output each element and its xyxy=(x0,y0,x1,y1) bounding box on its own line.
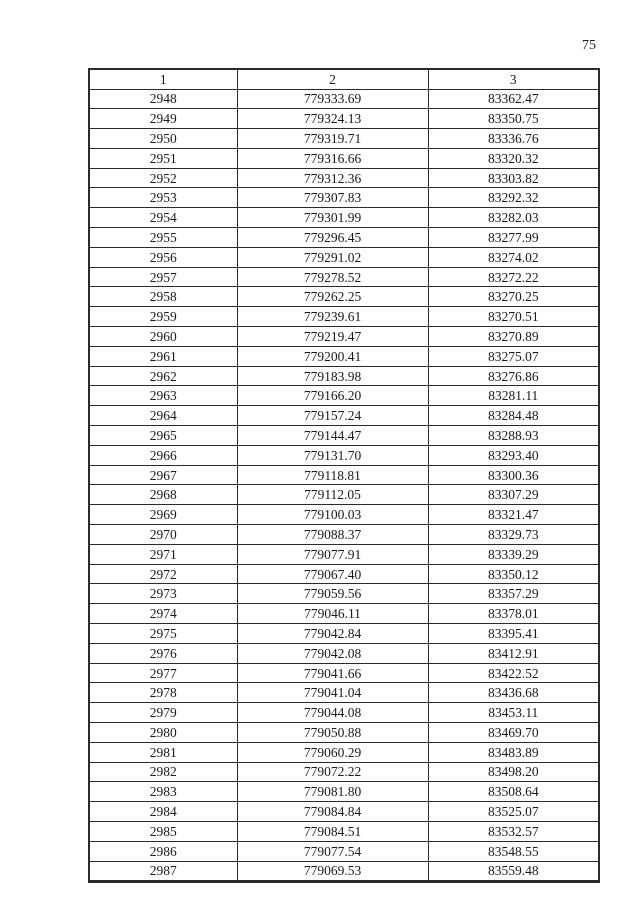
table-row xyxy=(89,604,599,624)
y-coordinate-cell: 83453.11 xyxy=(428,703,599,723)
x-coordinate-cell: 779042.08 xyxy=(237,643,428,663)
x-coordinate-cell: 779044.08 xyxy=(237,703,428,723)
y-coordinate-cell: 83277.99 xyxy=(428,228,599,248)
column-header-3: 3 xyxy=(428,69,599,89)
point-number-cell: 2974 xyxy=(89,604,237,624)
table-row xyxy=(89,247,599,267)
x-coordinate-cell: 779072.22 xyxy=(237,762,428,782)
point-number-cell: 2961 xyxy=(89,346,237,366)
y-coordinate-cell: 83350.12 xyxy=(428,564,599,584)
point-number-cell: 2972 xyxy=(89,564,237,584)
y-coordinate-cell: 83339.29 xyxy=(428,544,599,564)
x-coordinate-cell: 779118.81 xyxy=(237,465,428,485)
point-number-cell: 2985 xyxy=(89,821,237,841)
y-coordinate-cell: 83284.48 xyxy=(428,406,599,426)
x-coordinate-cell: 779316.66 xyxy=(237,148,428,168)
point-number-cell: 2968 xyxy=(89,485,237,505)
point-number-cell: 2987 xyxy=(89,861,237,882)
table-row xyxy=(89,505,599,525)
x-coordinate-cell: 779100.03 xyxy=(237,505,428,525)
point-number-cell: 2966 xyxy=(89,445,237,465)
point-number-cell: 2981 xyxy=(89,742,237,762)
table-row xyxy=(89,584,599,604)
table-row xyxy=(89,762,599,782)
coordinates-table xyxy=(88,68,600,883)
table-row xyxy=(89,683,599,703)
table-row xyxy=(89,445,599,465)
point-number-cell: 2955 xyxy=(89,228,237,248)
y-coordinate-cell: 83307.29 xyxy=(428,485,599,505)
table-row xyxy=(89,544,599,564)
table-row xyxy=(89,188,599,208)
table-row xyxy=(89,346,599,366)
point-number-cell: 2964 xyxy=(89,406,237,426)
x-coordinate-cell: 779319.71 xyxy=(237,129,428,149)
y-coordinate-cell: 83350.75 xyxy=(428,109,599,129)
table-row xyxy=(89,129,599,149)
x-coordinate-cell: 779131.70 xyxy=(237,445,428,465)
y-coordinate-cell: 83548.55 xyxy=(428,841,599,861)
x-coordinate-cell: 779324.13 xyxy=(237,109,428,129)
y-coordinate-cell: 83274.02 xyxy=(428,247,599,267)
point-number-cell: 2973 xyxy=(89,584,237,604)
x-coordinate-cell: 779312.36 xyxy=(237,168,428,188)
point-number-cell: 2957 xyxy=(89,267,237,287)
point-number-cell: 2956 xyxy=(89,247,237,267)
column-header-1: 1 xyxy=(89,69,237,89)
x-coordinate-cell: 779183.98 xyxy=(237,366,428,386)
y-coordinate-cell: 83436.68 xyxy=(428,683,599,703)
table-row xyxy=(89,386,599,406)
header-row xyxy=(89,69,599,89)
x-coordinate-cell: 779301.99 xyxy=(237,208,428,228)
table-row xyxy=(89,782,599,802)
table-row xyxy=(89,723,599,743)
point-number-cell: 2962 xyxy=(89,366,237,386)
point-number-cell: 2980 xyxy=(89,723,237,743)
table-row xyxy=(89,426,599,446)
y-coordinate-cell: 83469.70 xyxy=(428,723,599,743)
x-coordinate-cell: 779262.25 xyxy=(237,287,428,307)
table-row xyxy=(89,525,599,545)
y-coordinate-cell: 83303.82 xyxy=(428,168,599,188)
table-row xyxy=(89,148,599,168)
x-coordinate-cell: 779046.11 xyxy=(237,604,428,624)
table-row xyxy=(89,742,599,762)
point-number-cell: 2979 xyxy=(89,703,237,723)
table-row xyxy=(89,861,599,882)
y-coordinate-cell: 83532.57 xyxy=(428,821,599,841)
point-number-cell: 2954 xyxy=(89,208,237,228)
point-number-cell: 2951 xyxy=(89,148,237,168)
table-header xyxy=(89,69,599,89)
y-coordinate-cell: 83321.47 xyxy=(428,505,599,525)
y-coordinate-cell: 83270.51 xyxy=(428,307,599,327)
table-row xyxy=(89,485,599,505)
y-coordinate-cell: 83300.36 xyxy=(428,465,599,485)
x-coordinate-cell: 779112.05 xyxy=(237,485,428,505)
y-coordinate-cell: 83293.40 xyxy=(428,445,599,465)
y-coordinate-cell: 83508.64 xyxy=(428,782,599,802)
x-coordinate-cell: 779166.20 xyxy=(237,386,428,406)
x-coordinate-cell: 779278.52 xyxy=(237,267,428,287)
y-coordinate-cell: 83282.03 xyxy=(428,208,599,228)
y-coordinate-cell: 83395.41 xyxy=(428,624,599,644)
coordinates-table-container xyxy=(88,68,598,883)
table-body xyxy=(89,89,599,882)
x-coordinate-cell: 779041.04 xyxy=(237,683,428,703)
table-row xyxy=(89,703,599,723)
point-number-cell: 2948 xyxy=(89,89,237,109)
x-coordinate-cell: 779296.45 xyxy=(237,228,428,248)
point-number-cell: 2986 xyxy=(89,841,237,861)
y-coordinate-cell: 83378.01 xyxy=(428,604,599,624)
y-coordinate-cell: 83288.93 xyxy=(428,426,599,446)
x-coordinate-cell: 779239.61 xyxy=(237,307,428,327)
y-coordinate-cell: 83559.48 xyxy=(428,861,599,882)
x-coordinate-cell: 779081.80 xyxy=(237,782,428,802)
y-coordinate-cell: 83357.29 xyxy=(428,584,599,604)
table-row xyxy=(89,307,599,327)
point-number-cell: 2965 xyxy=(89,426,237,446)
point-number-cell: 2959 xyxy=(89,307,237,327)
point-number-cell: 2969 xyxy=(89,505,237,525)
column-header-2: 2 xyxy=(237,69,428,89)
table-row xyxy=(89,267,599,287)
x-coordinate-cell: 779144.47 xyxy=(237,426,428,446)
point-number-cell: 2960 xyxy=(89,327,237,347)
y-coordinate-cell: 83275.07 xyxy=(428,346,599,366)
y-coordinate-cell: 83320.32 xyxy=(428,148,599,168)
y-coordinate-cell: 83292.32 xyxy=(428,188,599,208)
table-row xyxy=(89,802,599,822)
table-row xyxy=(89,841,599,861)
y-coordinate-cell: 83412.91 xyxy=(428,643,599,663)
y-coordinate-cell: 83272.22 xyxy=(428,267,599,287)
point-number-cell: 2950 xyxy=(89,129,237,149)
table-row xyxy=(89,643,599,663)
table-row xyxy=(89,663,599,683)
point-number-cell: 2952 xyxy=(89,168,237,188)
x-coordinate-cell: 779060.29 xyxy=(237,742,428,762)
x-coordinate-cell: 779200.41 xyxy=(237,346,428,366)
point-number-cell: 2949 xyxy=(89,109,237,129)
x-coordinate-cell: 779088.37 xyxy=(237,525,428,545)
table-row xyxy=(89,465,599,485)
table-row xyxy=(89,821,599,841)
point-number-cell: 2983 xyxy=(89,782,237,802)
point-number-cell: 2970 xyxy=(89,525,237,545)
point-number-cell: 2963 xyxy=(89,386,237,406)
x-coordinate-cell: 779077.91 xyxy=(237,544,428,564)
table-row xyxy=(89,564,599,584)
y-coordinate-cell: 83422.52 xyxy=(428,663,599,683)
y-coordinate-cell: 83336.76 xyxy=(428,129,599,149)
point-number-cell: 2975 xyxy=(89,624,237,644)
table-row xyxy=(89,228,599,248)
table-row xyxy=(89,168,599,188)
table-row xyxy=(89,624,599,644)
point-number-cell: 2977 xyxy=(89,663,237,683)
x-coordinate-cell: 779291.02 xyxy=(237,247,428,267)
page-number: 75 xyxy=(582,38,596,53)
point-number-cell: 2976 xyxy=(89,643,237,663)
x-coordinate-cell: 779219.47 xyxy=(237,327,428,347)
x-coordinate-cell: 779084.84 xyxy=(237,802,428,822)
x-coordinate-cell: 779077.54 xyxy=(237,841,428,861)
y-coordinate-cell: 83276.86 xyxy=(428,366,599,386)
x-coordinate-cell: 779067.40 xyxy=(237,564,428,584)
table-row xyxy=(89,406,599,426)
x-coordinate-cell: 779084.51 xyxy=(237,821,428,841)
table-row xyxy=(89,366,599,386)
y-coordinate-cell: 83483.89 xyxy=(428,742,599,762)
y-coordinate-cell: 83498.20 xyxy=(428,762,599,782)
y-coordinate-cell: 83270.25 xyxy=(428,287,599,307)
x-coordinate-cell: 779069.53 xyxy=(237,861,428,882)
y-coordinate-cell: 83270.89 xyxy=(428,327,599,347)
point-number-cell: 2971 xyxy=(89,544,237,564)
table-row xyxy=(89,109,599,129)
x-coordinate-cell: 779059.56 xyxy=(237,584,428,604)
y-coordinate-cell: 83525.07 xyxy=(428,802,599,822)
point-number-cell: 2958 xyxy=(89,287,237,307)
point-number-cell: 2967 xyxy=(89,465,237,485)
y-coordinate-cell: 83281.11 xyxy=(428,386,599,406)
x-coordinate-cell: 779157.24 xyxy=(237,406,428,426)
point-number-cell: 2982 xyxy=(89,762,237,782)
point-number-cell: 2978 xyxy=(89,683,237,703)
table-row xyxy=(89,287,599,307)
table-row xyxy=(89,89,599,109)
point-number-cell: 2953 xyxy=(89,188,237,208)
table-row xyxy=(89,208,599,228)
y-coordinate-cell: 83362.47 xyxy=(428,89,599,109)
y-coordinate-cell: 83329.73 xyxy=(428,525,599,545)
x-coordinate-cell: 779307.83 xyxy=(237,188,428,208)
x-coordinate-cell: 779041.66 xyxy=(237,663,428,683)
x-coordinate-cell: 779042.84 xyxy=(237,624,428,644)
point-number-cell: 2984 xyxy=(89,802,237,822)
x-coordinate-cell: 779050.88 xyxy=(237,723,428,743)
table-row xyxy=(89,327,599,347)
x-coordinate-cell: 779333.69 xyxy=(237,89,428,109)
